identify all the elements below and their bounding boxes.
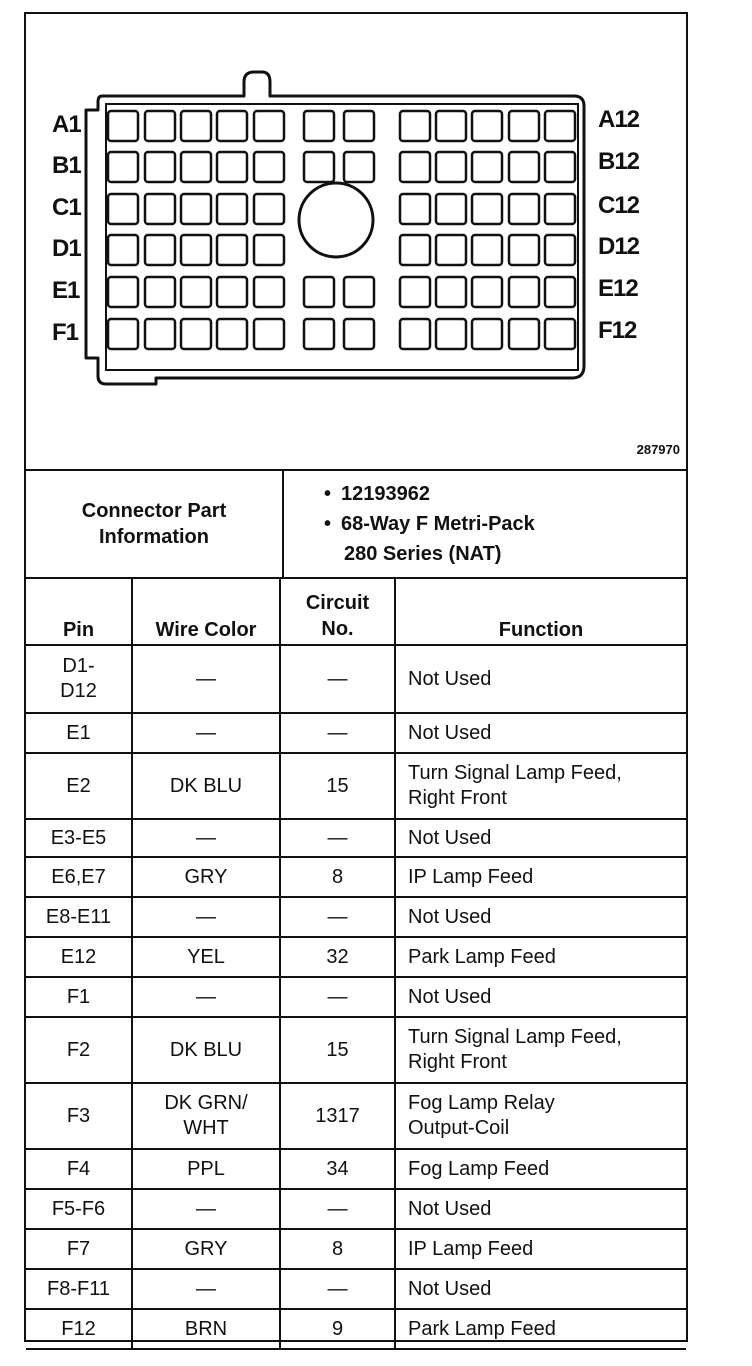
pin-text: F8-F11 [47, 1277, 110, 1300]
pin-text: F3 [66, 1104, 91, 1127]
terminal-cavity [436, 111, 466, 141]
function-text: Park Lamp Feed [408, 1317, 556, 1340]
terminal-cavity [217, 319, 247, 349]
function-text: Not Used [408, 1197, 492, 1220]
pin-text: E2 [66, 774, 91, 797]
wire-color-text: GRY [184, 1237, 228, 1260]
pinout-table [26, 577, 686, 1350]
pin-cell [26, 1083, 132, 1149]
wire-color-text: — [196, 667, 216, 690]
pin-cell [26, 1017, 132, 1083]
description-line [324, 509, 685, 539]
function-cell [395, 819, 686, 857]
wire-color-cell [132, 897, 280, 937]
circuit-cell: 9 [280, 1309, 395, 1349]
pin-cell [26, 937, 132, 977]
terminal-cavity [217, 235, 247, 265]
terminal-cavity [254, 194, 284, 224]
wire-color-cell [132, 1229, 280, 1269]
row-label-b12: B12 [598, 148, 640, 175]
table-row [26, 645, 686, 713]
pin-text: D1- [62, 655, 95, 677]
wire-color-cell [132, 1189, 280, 1229]
part-number: 12193962 [341, 483, 430, 505]
circuit-cell: — [280, 977, 395, 1017]
terminal-cavity [145, 194, 175, 224]
table-row [26, 1309, 686, 1349]
wire-color-cell [132, 819, 280, 857]
terminal-cavity [108, 235, 138, 265]
function-cell [395, 937, 686, 977]
pin-cell [26, 897, 132, 937]
wire-color-text: DK GRN/ [164, 1092, 248, 1114]
terminal-cavity [400, 194, 430, 224]
terminal-cavity [304, 111, 334, 141]
pin-text: E3-E5 [50, 826, 107, 849]
function-cell [395, 1309, 686, 1349]
terminal-cavity [545, 152, 575, 182]
terminal-cavity [254, 235, 284, 265]
table-row [26, 897, 686, 937]
wire-color-cell [132, 753, 280, 819]
wire-color-cell [132, 857, 280, 897]
wire-color-cell [132, 1083, 280, 1149]
header-wire-color: Wire Color [132, 577, 280, 645]
pin-text: E8-E11 [45, 905, 112, 928]
terminal-cavity [254, 152, 284, 182]
wire-color-text: PPL [187, 1157, 225, 1180]
wire-color-cell [132, 1017, 280, 1083]
circuit-cell: 8 [280, 857, 395, 897]
circuit-cell: 34 [280, 1149, 395, 1189]
terminal-cavity [254, 111, 284, 141]
terminal-cavity [400, 111, 430, 141]
terminal-cavity [509, 277, 539, 307]
function-text: Not Used [408, 1277, 492, 1300]
terminal-cavity [304, 277, 334, 307]
pin-cell [26, 977, 132, 1017]
terminal-cavity [181, 111, 211, 141]
function-text: Not Used [408, 721, 492, 744]
terminal-cavity [217, 194, 247, 224]
terminal-cavity [472, 152, 502, 182]
terminal-cavity [181, 194, 211, 224]
description-line1: 68-Way F Metri-Pack [341, 513, 535, 535]
row-label-f12: F12 [598, 317, 637, 344]
wire-color-text-2: WHT [183, 1117, 229, 1139]
wire-color-cell [132, 645, 280, 713]
function-cell [395, 1083, 686, 1149]
pin-cell [26, 1229, 132, 1269]
pin-text: F2 [66, 1038, 91, 1061]
terminal-cavity [145, 319, 175, 349]
function-text-2: Output-Coil [408, 1117, 510, 1139]
terminal-cavity [472, 277, 502, 307]
table-row [26, 977, 686, 1017]
pin-text: E6,E7 [51, 865, 106, 888]
function-cell [395, 1189, 686, 1229]
table-row [26, 1017, 686, 1083]
pin-text: F4 [66, 1157, 91, 1180]
header-function: Function [395, 577, 686, 645]
terminal-cavity [108, 152, 138, 182]
function-text: Not Used [408, 826, 492, 849]
circuit-cell: 15 [280, 753, 395, 819]
table-row [26, 1269, 686, 1309]
wire-color-text: — [196, 1197, 216, 1220]
circuit-cell: 32 [280, 937, 395, 977]
terminal-cavity [472, 235, 502, 265]
circuit-cell: — [280, 897, 395, 937]
function-cell [395, 713, 686, 753]
part-info-specs [283, 471, 686, 578]
function-cell [395, 1229, 686, 1269]
function-text: Fog Lamp Feed [408, 1157, 550, 1180]
terminal-cavity [181, 277, 211, 307]
pin-text: F5-F6 [51, 1197, 106, 1220]
terminal-cavity [472, 111, 502, 141]
function-text-2: Right Front [408, 787, 507, 809]
function-cell [395, 897, 686, 937]
terminal-cavity [181, 152, 211, 182]
wire-color-cell [132, 977, 280, 1017]
pinout-header-row [26, 577, 686, 645]
table-row [26, 1149, 686, 1189]
pin-text: E12 [60, 945, 97, 968]
wire-color-text: GRY [184, 865, 228, 888]
header-pin: Pin [26, 577, 132, 645]
terminal-cavity [545, 194, 575, 224]
wire-color-cell [132, 1269, 280, 1309]
circuit-cell: 15 [280, 1017, 395, 1083]
wire-color-text: — [196, 721, 216, 744]
terminal-cavity [509, 235, 539, 265]
terminal-cavity [509, 194, 539, 224]
connector-center-key [299, 183, 373, 257]
wire-color-text: — [196, 1277, 216, 1300]
function-text: Not Used [408, 905, 492, 928]
function-text: IP Lamp Feed [408, 865, 534, 888]
terminal-cavity [436, 319, 466, 349]
table-row [26, 1189, 686, 1229]
header-circuit [280, 577, 395, 645]
row-label-f1: F1 [52, 319, 79, 346]
terminal-cavity [217, 152, 247, 182]
part-info-title-line2: Information [99, 526, 209, 548]
terminal-cavity [472, 194, 502, 224]
function-text: Turn Signal Lamp Feed, [408, 762, 622, 784]
terminal-cavity [436, 152, 466, 182]
bullet-icon: • [324, 483, 332, 505]
terminal-cavity [145, 277, 175, 307]
pin-cell [26, 713, 132, 753]
terminal-cavity [436, 235, 466, 265]
description-line2: 280 Series (NAT) [344, 543, 502, 565]
pin-cell [26, 753, 132, 819]
terminal-cavity [254, 277, 284, 307]
wire-color-text: DK BLU [169, 774, 243, 797]
wire-color-cell [132, 1309, 280, 1349]
part-number-line [324, 479, 685, 509]
terminal-cavity [344, 277, 374, 307]
function-text: IP Lamp Feed [408, 1237, 534, 1260]
function-text: Not Used [408, 667, 492, 690]
terminal-cavity [400, 235, 430, 265]
function-cell [395, 1017, 686, 1083]
terminal-cavity [254, 319, 284, 349]
row-label-d1: D1 [52, 235, 81, 262]
terminal-cavity [344, 111, 374, 141]
circuit-cell: — [280, 1189, 395, 1229]
terminal-cavity [108, 111, 138, 141]
terminal-cavity [217, 111, 247, 141]
table-row [26, 713, 686, 753]
function-text: Turn Signal Lamp Feed, [408, 1026, 622, 1048]
terminal-cavity [472, 319, 502, 349]
row-label-a1: A1 [52, 111, 81, 138]
bullet-icon: • [324, 513, 332, 535]
table-row [26, 753, 686, 819]
terminal-cavity [344, 319, 374, 349]
terminal-cavity [181, 319, 211, 349]
pin-cell [26, 1309, 132, 1349]
terminal-cavity [145, 152, 175, 182]
terminal-cavity [217, 277, 247, 307]
table-row [26, 1083, 686, 1149]
function-cell [395, 857, 686, 897]
wire-color-cell [132, 713, 280, 753]
pin-cell [26, 1269, 132, 1309]
wire-color-cell [132, 1149, 280, 1189]
row-label-e1: E1 [52, 277, 80, 304]
circuit-cell: 8 [280, 1229, 395, 1269]
table-row [26, 857, 686, 897]
terminal-cavity [344, 152, 374, 182]
terminal-cavity [108, 194, 138, 224]
function-cell [395, 977, 686, 1017]
row-label-a12: A12 [598, 106, 640, 133]
terminal-cavity [509, 152, 539, 182]
figure-id: 287970 [636, 442, 680, 457]
terminal-cavity [108, 277, 138, 307]
terminal-cavity [400, 152, 430, 182]
terminal-cavity [436, 194, 466, 224]
function-cell [395, 645, 686, 713]
terminal-cavity [545, 235, 575, 265]
wire-color-text: — [196, 905, 216, 928]
function-text: Park Lamp Feed [408, 945, 556, 968]
circuit-cell: — [280, 1269, 395, 1309]
pin-cell [26, 645, 132, 713]
function-cell [395, 753, 686, 819]
row-label-c12: C12 [598, 192, 640, 219]
pin-cell [26, 1149, 132, 1189]
pin-cell [26, 857, 132, 897]
row-label-e12: E12 [598, 275, 638, 302]
part-info-title [26, 471, 283, 578]
terminal-cavity [509, 319, 539, 349]
circuit-cell: — [280, 819, 395, 857]
row-label-d12: D12 [598, 233, 640, 260]
wire-color-cell [132, 937, 280, 977]
circuit-cell: 1317 [280, 1083, 395, 1149]
pin-text: F1 [66, 985, 91, 1008]
terminal-cavity [181, 235, 211, 265]
pin-cell [26, 1189, 132, 1229]
table-row [26, 1229, 686, 1269]
terminal-cavity [509, 111, 539, 141]
pin-text-2: D12 [60, 680, 97, 702]
pin-text: F12 [61, 1317, 96, 1340]
terminal-cavity [400, 277, 430, 307]
function-cell [395, 1269, 686, 1309]
table-row [26, 937, 686, 977]
terminal-cavity [304, 152, 334, 182]
terminal-cavity [436, 277, 466, 307]
function-text-2: Right Front [408, 1051, 507, 1073]
connector-part-info [26, 471, 686, 579]
terminal-cavity [545, 277, 575, 307]
terminal-cavity [145, 235, 175, 265]
wire-color-text: — [196, 985, 216, 1008]
connector-diagram [26, 14, 686, 471]
terminal-cavity [400, 319, 430, 349]
circuit-cell: — [280, 713, 395, 753]
terminal-cavity [108, 319, 138, 349]
pin-text: E1 [66, 721, 91, 744]
connector-document [24, 12, 688, 1342]
row-label-b1: B1 [52, 152, 81, 179]
function-cell [395, 1149, 686, 1189]
wire-color-text: — [196, 826, 216, 849]
terminal-cavity [145, 111, 175, 141]
header-circuit-line1: Circuit [305, 592, 370, 614]
table-row [26, 819, 686, 857]
wire-color-text: BRN [184, 1317, 228, 1340]
part-info-title-line1: Connector Part [81, 500, 227, 522]
terminal-cavity [545, 319, 575, 349]
pin-text: F7 [66, 1237, 91, 1260]
circuit-cell: — [280, 645, 395, 713]
wire-color-text: YEL [187, 945, 225, 968]
function-text: Fog Lamp Relay [408, 1092, 555, 1114]
wire-color-text: DK BLU [169, 1038, 243, 1061]
row-label-c1: C1 [52, 194, 81, 221]
terminal-cavity [545, 111, 575, 141]
terminal-cavity [304, 319, 334, 349]
connector-face-drawing [26, 14, 686, 469]
header-circuit-line2: No. [321, 618, 354, 640]
pin-cell [26, 819, 132, 857]
function-text: Not Used [408, 985, 492, 1008]
